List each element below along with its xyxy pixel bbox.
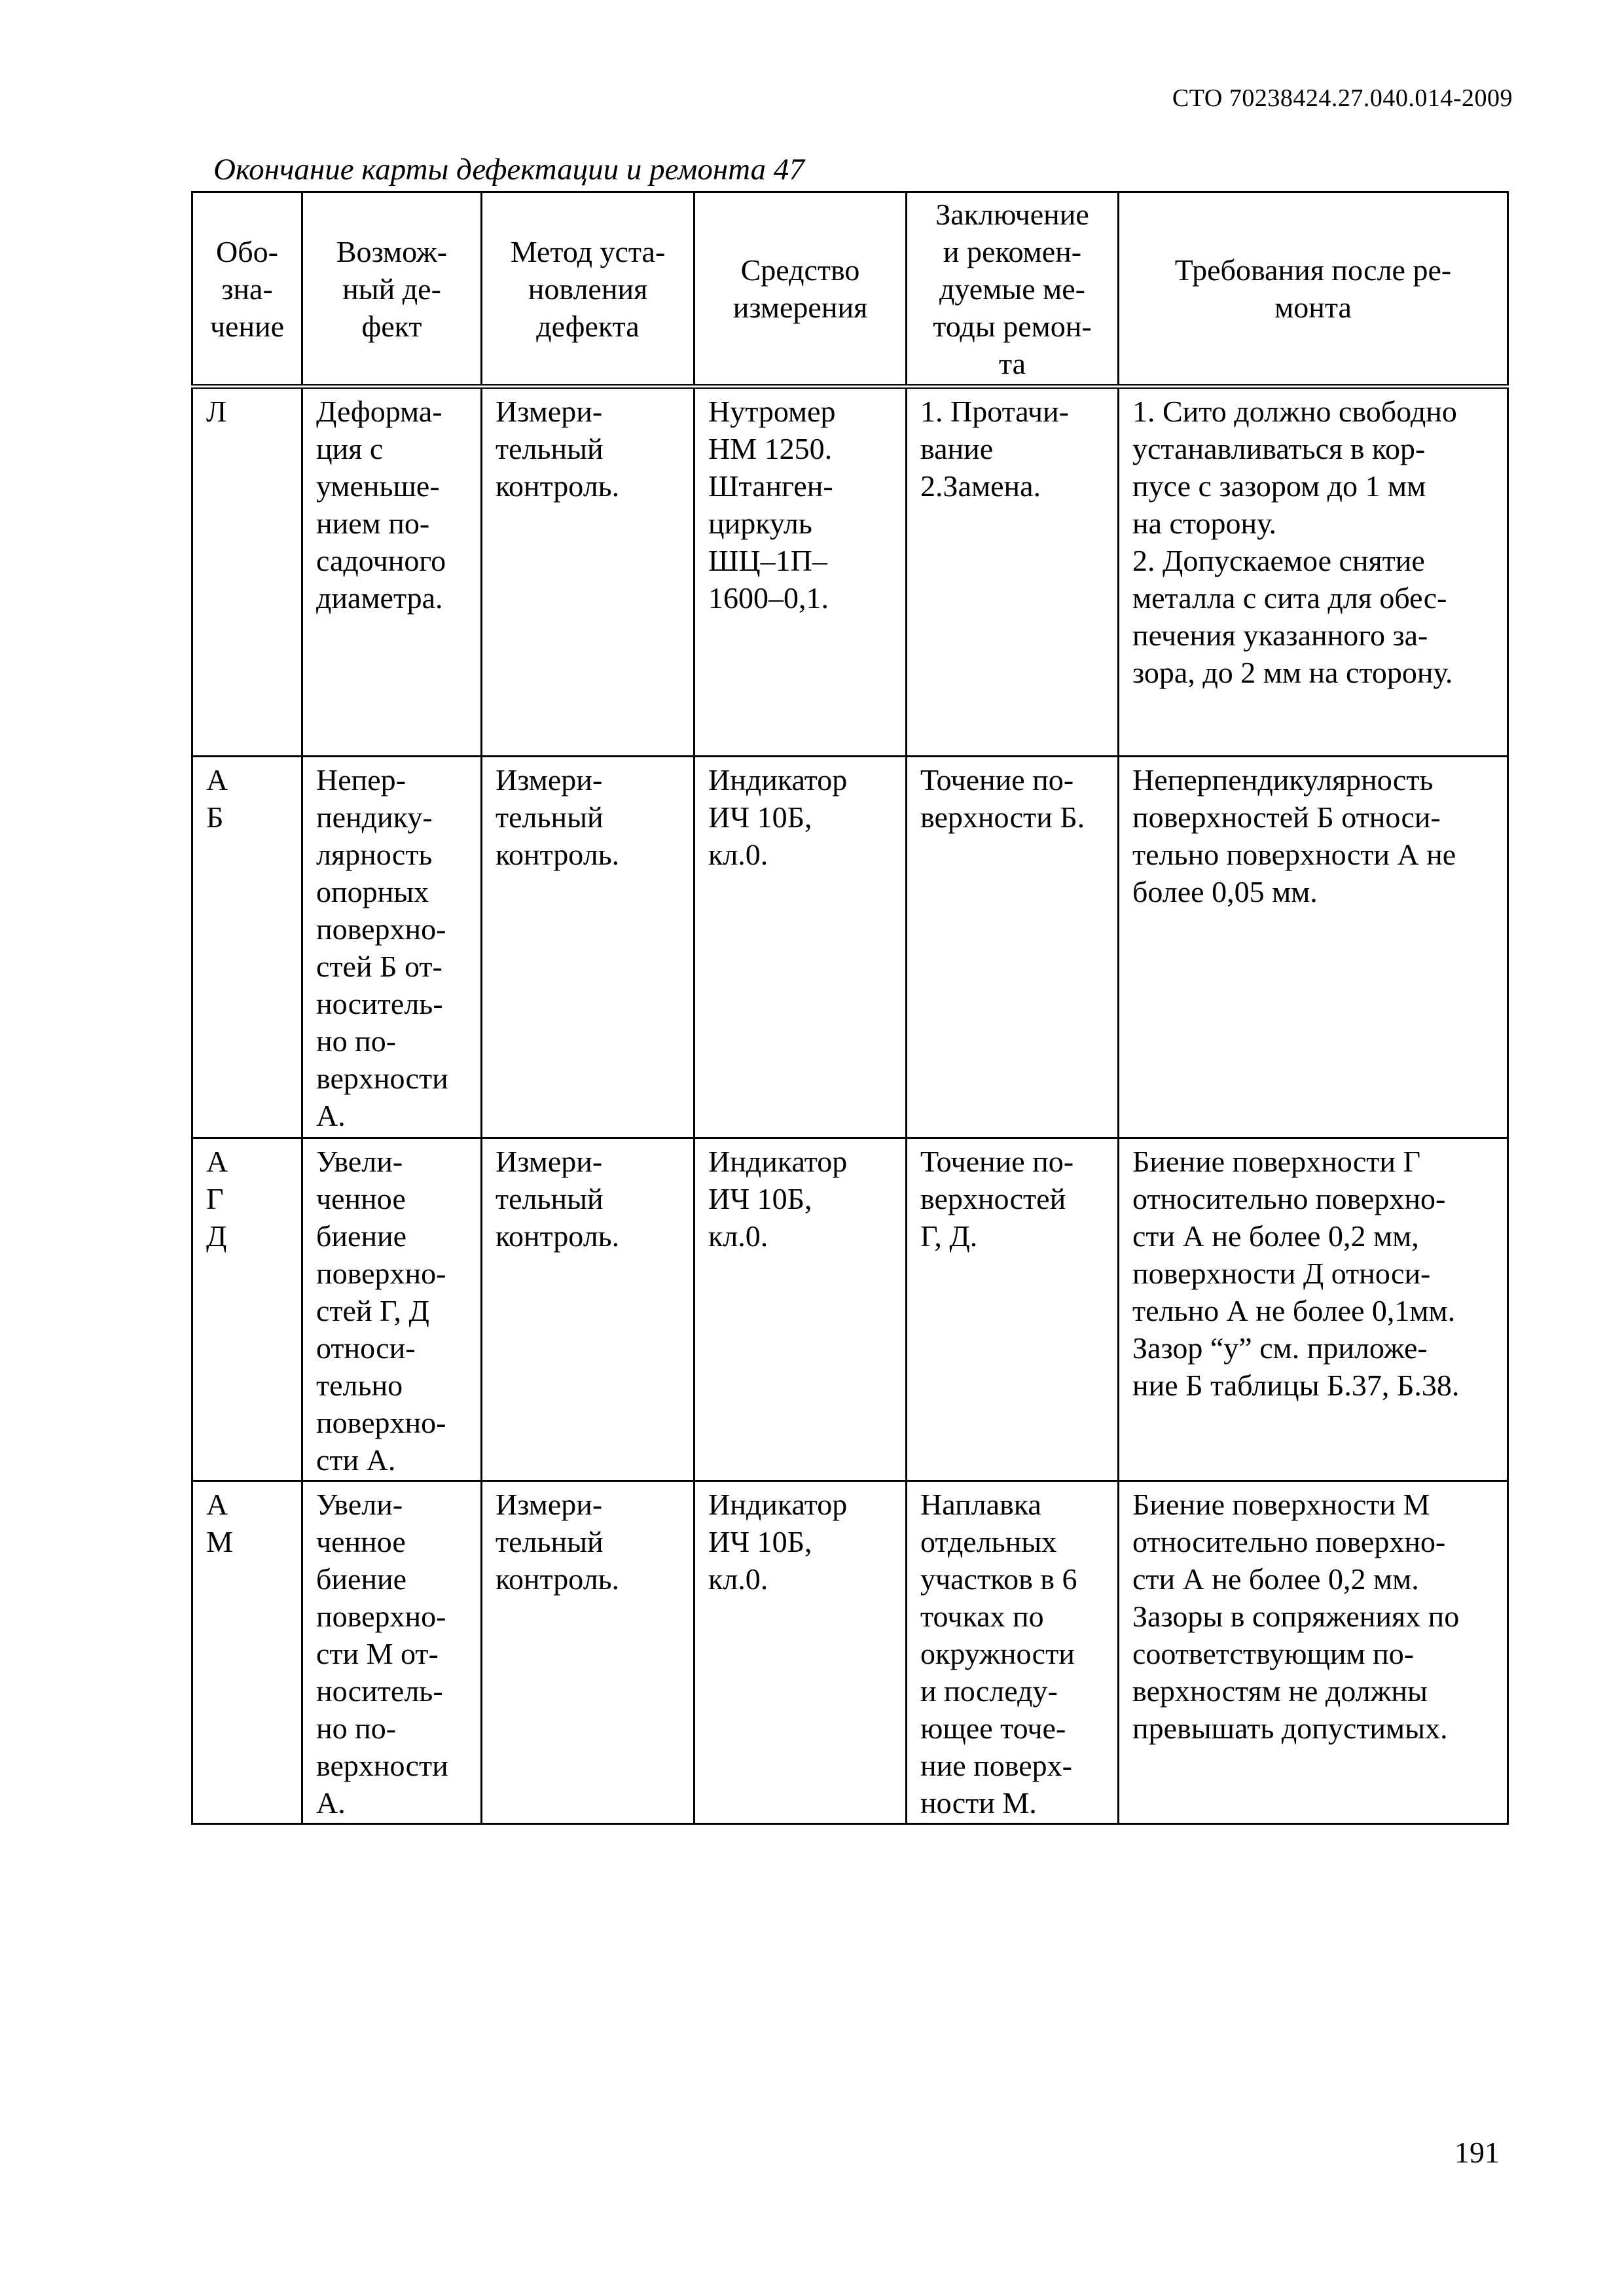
table-row (192, 387, 1508, 757)
header-instrument: Средство измерения (695, 192, 907, 387)
cell-designation: А Б (192, 757, 302, 1138)
cell-defect: Непер- пендику- лярность опорных поверхно- стей Б от- носитель- но по- верхности А. (302, 757, 482, 1138)
cell-defect: Увели- ченное биение поверхно- стей Г, Д относи- тельно поверхно- сти А. (302, 1138, 482, 1481)
table-header-row (192, 192, 1508, 387)
cell-instrument: Индикатор ИЧ 10Б, кл.0. (695, 757, 907, 1138)
cell-method: Измери- тельный контроль. (482, 1138, 695, 1481)
document-code: СТО 70238424.27.040.014-2009 (1172, 84, 1513, 112)
cell-defect: Деформа- ция с уменьше- нием по- садочного диаметра. (302, 387, 482, 757)
table-row (192, 1481, 1508, 1824)
cell-method: Измери- тельный контроль. (482, 387, 695, 757)
cell-defect: Увели- ченное биение поверхно- сти М от- носитель- но по- верхности А. (302, 1481, 482, 1824)
cell-requirements: Неперпендикулярность поверхностей Б относи- тельно поверхности А не более 0,05 мм. (1119, 757, 1508, 1138)
table-row (192, 757, 1508, 1138)
cell-instrument: Нутромер НМ 1250. Штанген- циркуль ШЦ–1П– 1600–0,1. (695, 387, 907, 757)
header-conclusion: Заключение и рекомен- дуемые ме- тоды ремон- та (907, 192, 1119, 387)
defect-repair-table (191, 191, 1509, 1825)
cell-conclusion: Точение по- верхностей Г, Д. (907, 1138, 1119, 1481)
cell-conclusion: Наплавка отдельных участков в 6 точках по окружности и последу- ющее точе- ние поверх- ности М. (907, 1481, 1119, 1824)
cell-conclusion: Точение по- верхности Б. (907, 757, 1119, 1138)
header-method: Метод уста- новления дефекта (482, 192, 695, 387)
cell-designation: А М (192, 1481, 302, 1824)
cell-instrument: Индикатор ИЧ 10Б, кл.0. (695, 1481, 907, 1824)
cell-method: Измери- тельный контроль. (482, 1481, 695, 1824)
table-row (192, 1138, 1508, 1481)
header-defect: Возмож- ный де- фект (302, 192, 482, 387)
header-designation: Обо- зна- чение (192, 192, 302, 387)
cell-designation: А Г Д (192, 1138, 302, 1481)
cell-conclusion: 1. Протачи- вание 2.Замена. (907, 387, 1119, 757)
table-caption: Окончание карты дефектации и ремонта 47 (213, 152, 804, 187)
cell-designation: Л (192, 387, 302, 757)
cell-requirements: Биение поверхности Г относительно поверхно- сти А не более 0,2 мм, поверхности Д относи- тельно А не более 0,1мм. Зазор “у” см. приложе- ние Б таблицы Б.37, Б.38. (1119, 1138, 1508, 1481)
cell-instrument: Индикатор ИЧ 10Б, кл.0. (695, 1138, 907, 1481)
page-number: 191 (1454, 2136, 1500, 2169)
cell-requirements: 1. Сито должно свободно устанавливаться в кор- пусе с зазором до 1 мм на сторону. 2. Допускаемое снятие металла с сита для обес- печения указанного за- зора, до 2 мм на сторону. (1119, 387, 1508, 757)
header-requirements: Требования после ре- монта (1119, 192, 1508, 387)
cell-requirements: Биение поверхности М относительно поверхно- сти А не более 0,2 мм. Зазоры в сопряжениях по соответствующим по- верхностям не должны превышать допустимых. (1119, 1481, 1508, 1824)
cell-method: Измери- тельный контроль. (482, 757, 695, 1138)
